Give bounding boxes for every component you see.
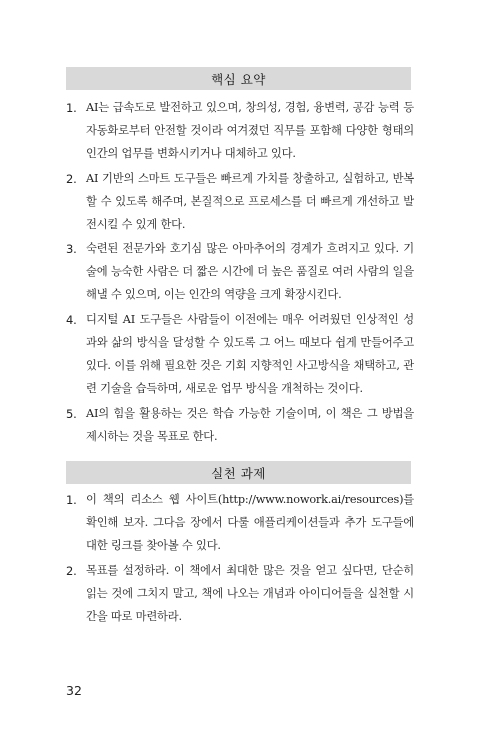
item-text: 이 책의 리소스 웹 사이트(http://www.nowork.ai/resources)를 확인해 보자. 그다음 장에서 다룰 애플리케이션들과 추가 도구들에 대한 링크를 찾아볼 수 있다.	[86, 493, 414, 552]
item-number: 5.	[66, 406, 77, 421]
page-number: 32	[66, 683, 82, 698]
item-text: 숙련된 전문가와 호기심 많은 아마추어의 경계가 흐려지고 있다. 기술에 능숙한 사람은 더 짧은 시간에 더 높은 품질로 여러 사람의 일을 해낼 수 있으며, 이는 인간의 역량을 크게 확장시킨다.	[86, 242, 414, 302]
item-number: 1.	[66, 493, 77, 507]
item-text: 목표를 설정하라. 이 책에서 최대한 많은 것을 얻고 싶다면, 단순히 읽는 것에 그치지 말고, 책에 나오는 개념과 아이디어들을 실천할 시간을 따로 마련하라.	[86, 563, 414, 623]
list-item	[66, 489, 414, 558]
item-text: 디지털 AI 도구들은 사람들이 이전에는 매우 어려웠던 인상적인 성과와 삶의 방식을 달성할 수 있도록 그 어느 때보다 쉽게 만들어주고 있다. 이를 위해 필요한 것은 기회 지향적인 사고방식을 채택하고, 관련 기술을 습득하며, 새로운 업무 방식을 개척하는 것이다.	[86, 313, 414, 395]
practice-list	[66, 489, 414, 630]
practice-heading-bar	[66, 461, 411, 484]
list-item	[66, 403, 414, 449]
list-item	[66, 168, 414, 237]
practice-heading: 실천 과제	[211, 465, 266, 481]
summary-heading-bar	[66, 67, 411, 90]
summary-list	[66, 97, 414, 451]
list-item	[66, 97, 414, 166]
summary-heading: 핵심 요약	[211, 71, 266, 87]
item-text: AI 기반의 스마트 도구들은 빠르게 가치를 창출하고, 실험하고, 반복할 수 있도록 해주며, 본질적으로 프로세스를 더 빠르게 개선하고 발전시킬 수 있게 한다.	[86, 171, 414, 231]
item-text: AI는 급속도로 발전하고 있으며, 창의성, 경험, 융변력, 공감 능력 등 자동화로부터 안전할 것이라 여겨졌던 직무를 포함해 다양한 형태의 인간의 업무를 변화시키거나 대체하고 있다.	[86, 101, 414, 160]
list-item	[66, 560, 414, 629]
item-number: 3.	[66, 242, 77, 257]
item-text: AI의 힘을 활용하는 것은 학습 가능한 기술이며, 이 책은 그 방법을 제시하는 것을 목표로 한다.	[86, 406, 414, 443]
item-number: 2.	[66, 563, 77, 578]
list-item	[66, 238, 414, 307]
item-number: 1.	[66, 101, 77, 115]
item-number: 2.	[66, 171, 77, 186]
list-item	[66, 309, 414, 401]
item-number: 4.	[66, 313, 77, 328]
